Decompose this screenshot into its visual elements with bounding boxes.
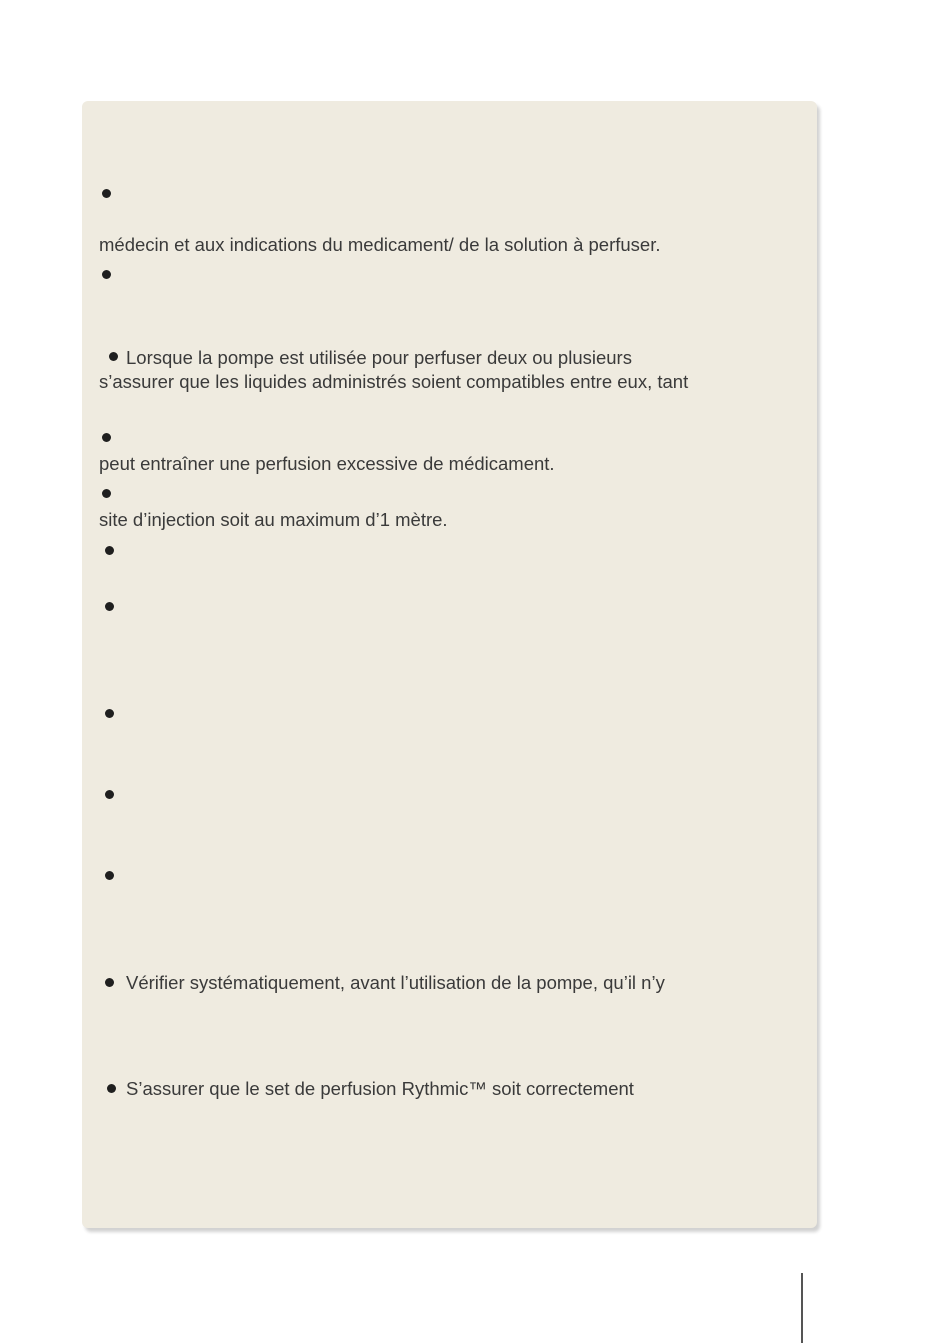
bullet-6 [105,546,114,555]
text-line-6: Vérifier systématiquement, avant l’utilisation de la pompe, qu’il n’y [126,972,665,993]
page-margin-rule [801,1273,803,1343]
bullet-10 [105,871,114,880]
text-line-4: peut entraîner une perfusion excessive de médicament. [99,453,555,474]
text-line-3: s’assurer que les liquides administrés soient compatibles entre eux, tant [99,371,689,392]
content-panel [82,101,817,1228]
bullet-8 [105,709,114,718]
bullet-9 [105,790,114,799]
bullet-1 [102,189,111,198]
text-line-1: médecin et aux indications du medicament/ de la solution à perfuser. [99,234,661,255]
bullet-2 [102,270,111,279]
bullet-11 [105,978,114,987]
bullet-12 [107,1084,116,1093]
text-line-2: Lorsque la pompe est utilisée pour perfuser deux ou plusieurs [126,347,632,368]
bullet-4 [102,433,111,442]
bullet-5 [102,489,111,498]
bullet-7 [105,602,114,611]
text-line-7: S’assurer que le set de perfusion Rythmic™ soit correctement [126,1078,634,1099]
bullet-3 [109,352,118,361]
text-line-5: site d’injection soit au maximum d’1 mètre. [99,509,448,530]
